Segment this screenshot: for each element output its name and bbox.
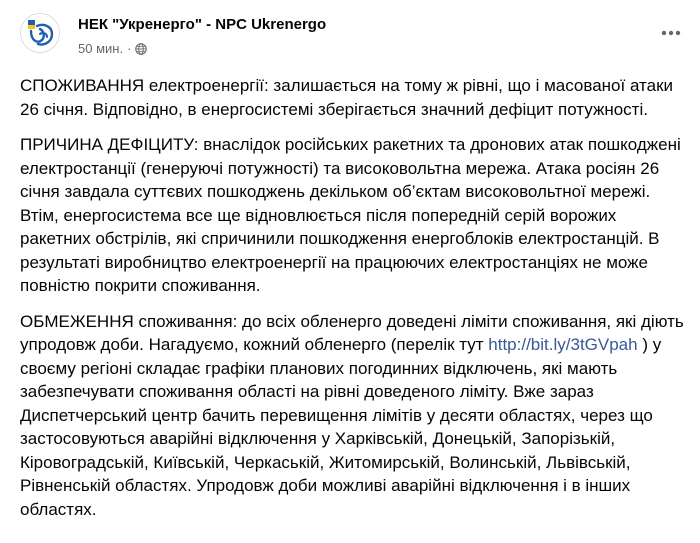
more-options-button[interactable] xyxy=(656,18,686,48)
ukrenergo-logo-icon xyxy=(21,14,59,52)
avatar[interactable] xyxy=(20,13,60,53)
post-header xyxy=(20,12,688,64)
globe-icon[interactable] xyxy=(135,43,147,55)
post-meta xyxy=(78,41,147,56)
paragraph-restrictions xyxy=(20,310,688,522)
page-name-link[interactable]: НЕК "Укренерго" - NPC Ukrenergo xyxy=(78,16,327,33)
post-timestamp[interactable]: 50 мин. xyxy=(78,41,124,56)
restrictions-text-start: ОБМЕЖЕННЯ споживання: до всіх обленерго доведені ліміти споживання, які діють упродовж доби. Нагадуємо, кожний обленерго (перелік тут xyxy=(20,311,684,354)
paragraph-deficit-cause: ПРИЧИНА ДЕФІЦИТУ: внаслідок російських ракетних та дронових атак пошкоджені електростанції (генеруючі потужності) та високовольтна мережа. Атака росіян 26 січня завдала суттєвих пошкоджень декільком об’єктам високовольтної мережі. Втім, енергосистема все ще відновлюється після попередній серій ворожих ракетних обстрілів, які спричинили пошкодження енергоблоків електростанцій. В результаті виробництво електроенергії на працюючих електростанціях не може повністю покрити споживання. xyxy=(20,135,681,295)
meta-separator: · xyxy=(127,41,132,56)
paragraph-consumption: СПОЖИВАННЯ електроенергії: залишається на тому ж рівні, що і масованої атаки 26 січня. Відповідно, в енергосистемі зберігається значний дефіцит потужності. xyxy=(20,76,674,119)
more-horizontal-icon xyxy=(661,30,681,36)
oblenergo-list-link[interactable]: http://bit.ly/3tGVpah xyxy=(488,335,638,354)
post-body xyxy=(20,74,688,533)
restrictions-text-end: ) у своєму регіоні складає графіки планових погодинних відключень, які мають забезпечувати споживання області на рівні доведеного ліміту. Вже зараз Диспетчерський центр бачить перевищення лімітів у десяти областях, через що застосовуються аварійні відключення у Харківській, Донецькій, Запорізькій, Кіровоградській, Київській, Черкаській, Житомирській, Волинській, Львівській, Рівненській областях. Упродовж доби можливі аварійні відключення і в інших областях. xyxy=(20,335,662,519)
